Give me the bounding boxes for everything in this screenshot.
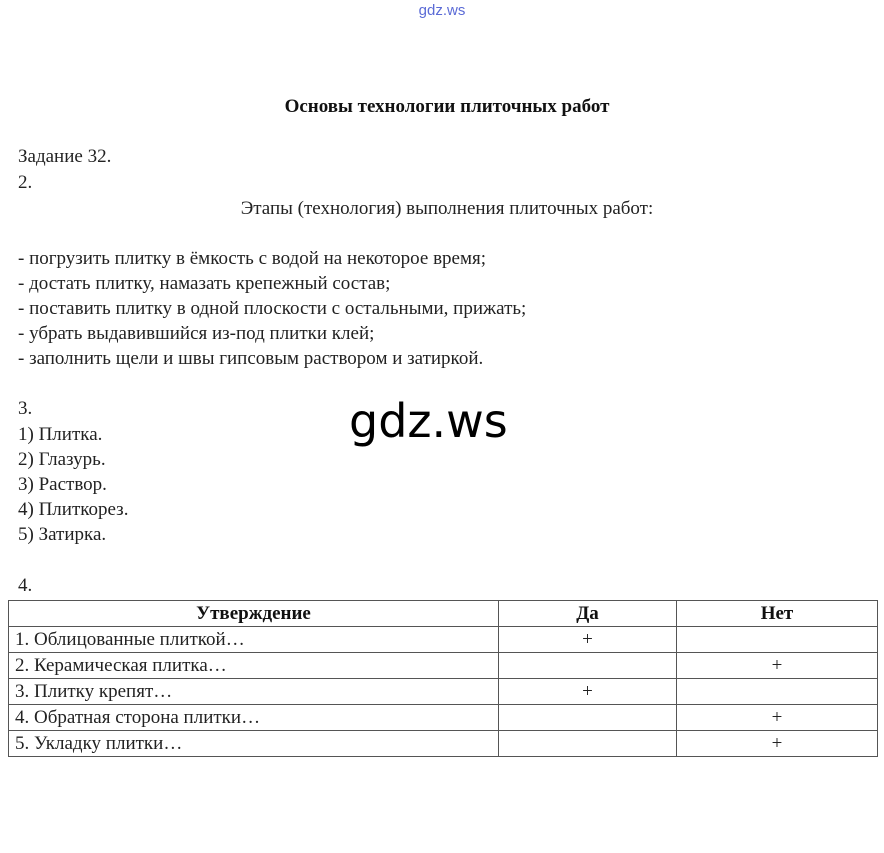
table-row (9, 705, 878, 731)
task-label: Задание 32. (18, 146, 112, 167)
table-row (9, 627, 878, 653)
tool-item: 4) Плиткорез. (18, 499, 129, 520)
yes-cell: + (499, 627, 677, 653)
step-item: - заполнить щели и швы гипсовым раствором и затиркой. (18, 348, 484, 369)
table-row (9, 653, 878, 679)
table-row (9, 679, 878, 705)
statement-cell: 1. Облицованные плиткой… (9, 627, 499, 653)
step-item: - поставить плитку в одной плоскости с остальными, прижать; (18, 298, 527, 319)
no-cell (677, 627, 878, 653)
column-header-statement: Утверждение (9, 601, 499, 627)
no-cell (677, 679, 878, 705)
tool-item: 5) Затирка. (18, 524, 107, 545)
column-header-no: Нет (677, 601, 878, 627)
tool-item: 3) Раствор. (18, 474, 107, 495)
step-item: - погрузить плитку в ёмкость с водой на некоторое время; (18, 248, 487, 269)
statement-cell: 5. Укладку плитки… (9, 731, 499, 757)
table-row (9, 731, 878, 757)
tool-item: 1) Плитка. (18, 424, 103, 445)
watermark-center: gdz.ws (349, 394, 508, 448)
step-item: - убрать выдавившийся из-под плитки клей; (18, 323, 375, 344)
yes-cell: + (499, 679, 677, 705)
statement-cell: 4. Обратная сторона плитки… (9, 705, 499, 731)
yes-cell (499, 731, 677, 757)
section-3-number: 3. (18, 398, 33, 419)
answers-table (8, 600, 878, 757)
tool-item: 2) Глазурь. (18, 449, 106, 470)
statement-cell: 3. Плитку крепят… (9, 679, 499, 705)
step-item: - достать плитку, намазать крепежный состав; (18, 273, 391, 294)
section-4-number: 4. (18, 575, 33, 596)
page-title: Основы технологии плиточных работ (284, 96, 610, 117)
no-cell: + (677, 731, 878, 757)
no-cell: + (677, 705, 878, 731)
statement-cell: 2. Керамическая плитка… (9, 653, 499, 679)
section-2-heading: Этапы (технология) выполнения плиточных работ: (240, 198, 654, 219)
table-header-row (9, 601, 878, 627)
yes-cell (499, 653, 677, 679)
no-cell: + (677, 653, 878, 679)
watermark-top: gdz.ws (418, 2, 466, 19)
column-header-yes: Да (499, 601, 677, 627)
section-2-number: 2. (18, 172, 33, 193)
yes-cell (499, 705, 677, 731)
